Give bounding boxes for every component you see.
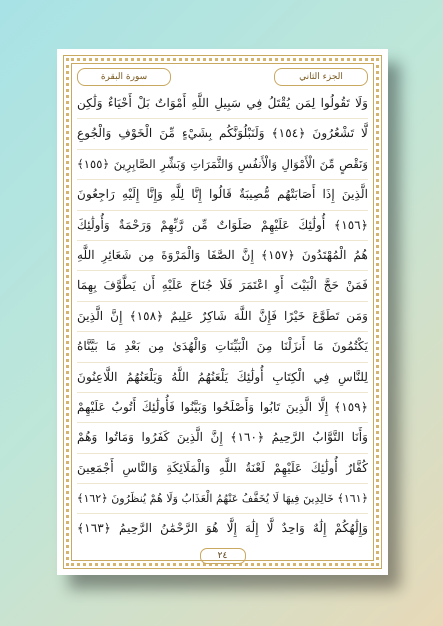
verse-line: وَإِلَٰهُكُمْ إِلَٰهٌ وَاحِدٌ لَّا إِلَٰهَ إِلَّا هُوَ الرَّحْمَٰنُ الرَّحِيمُ ﴿١٦٣﴾ <box>77 521 368 536</box>
page-header <box>77 68 368 86</box>
verse-text-area <box>77 89 368 541</box>
verse-line: يَكْتُمُونَ مَا أَنزَلْنَا مِنَ الْبَيِّنَاتِ وَالْهُدَىٰ مِن بَعْدِ مَا بَيَّنَّاهُ <box>77 332 368 362</box>
verse-line: فَمَنْ حَجَّ الْبَيْتَ أَوِ اعْتَمَرَ فَلَا جُنَاحَ عَلَيْهِ أَن يَطَّوَّفَ بِهِمَا <box>77 271 368 301</box>
verse-line: كُفَّارٌ أُولَٰئِكَ عَلَيْهِمْ لَعْنَةُ اللَّهِ وَالْمَلَائِكَةِ وَالنَّاسِ أَجْمَعِينَ <box>77 454 368 484</box>
verse-line: ﴿١٥٩﴾ إِلَّا الَّذِينَ تَابُوا وَأَصْلَحُوا وَبَيَّنُوا فَأُولَٰئِكَ أَتُوبُ عَلَيْهِمْ <box>77 393 368 423</box>
verse-line: وَلَا تَقُولُوا لِمَن يُقْتَلُ فِي سَبِيلِ اللَّهِ أَمْوَاتٌ بَلْ أَحْيَاءٌ وَلَٰكِن <box>77 89 368 119</box>
verse-line: هُمُ الْمُهْتَدُونَ ﴿١٥٧﴾ إِنَّ الصَّفَا وَالْمَرْوَةَ مِن شَعَائِرِ اللَّهِ <box>77 241 368 271</box>
verse-line: ﴿١٥٦﴾ أُولَٰئِكَ عَلَيْهِمْ صَلَوَاتٌ مِّن رَّبِّهِمْ وَرَحْمَةٌ وَأُولَٰئِكَ <box>77 211 368 241</box>
juz-label: الجزء الثاني <box>274 68 368 86</box>
page-number: ٢٤ <box>200 548 246 564</box>
surah-label: سورة البقرة <box>77 68 171 86</box>
verse-line: لَّا تَشْعُرُونَ ﴿١٥٤﴾ وَلَنَبْلُوَنَّكُم بِشَيْءٍ مِّنَ الْخَوْفِ وَالْجُوعِ <box>77 119 368 149</box>
mushaf-page <box>57 49 388 575</box>
verse-line: وَمَن تَطَوَّعَ خَيْرًا فَإِنَّ اللَّهَ شَاكِرٌ عَلِيمٌ ﴿١٥٨﴾ إِنَّ الَّذِينَ <box>77 302 368 332</box>
verse-line: لِلنَّاسِ فِي الْكِتَابِ أُولَٰئِكَ يَلْعَنُهُمُ اللَّهُ وَيَلْعَنُهُمُ اللَّاعِنُونَ <box>77 363 368 393</box>
verse-line: وَأَنَا التَّوَّابُ الرَّحِيمُ ﴿١٦٠﴾ إِنَّ الَّذِينَ كَفَرُوا وَمَاتُوا وَهُمْ <box>77 423 368 453</box>
verse-line: وَنَقْصٍ مِّنَ الْأَمْوَالِ وَالْأَنفُسِ وَالثَّمَرَاتِ وَبَشِّرِ الصَّابِرِينَ ﴿١٥٥﴾ <box>77 150 368 180</box>
verse-line: ﴿١٦١﴾ خَالِدِينَ فِيهَا لَا يُخَفَّفُ عَنْهُمُ الْعَذَابُ وَلَا هُمْ يُنظَرُونَ ﴿١٦٢﴾ <box>77 484 368 514</box>
verse-line: الَّذِينَ إِذَا أَصَابَتْهُم مُّصِيبَةٌ قَالُوا إِنَّا لِلَّهِ وَإِنَّا إِلَيْهِ رَاجِعُونَ <box>77 180 368 210</box>
page-footer <box>57 543 388 561</box>
